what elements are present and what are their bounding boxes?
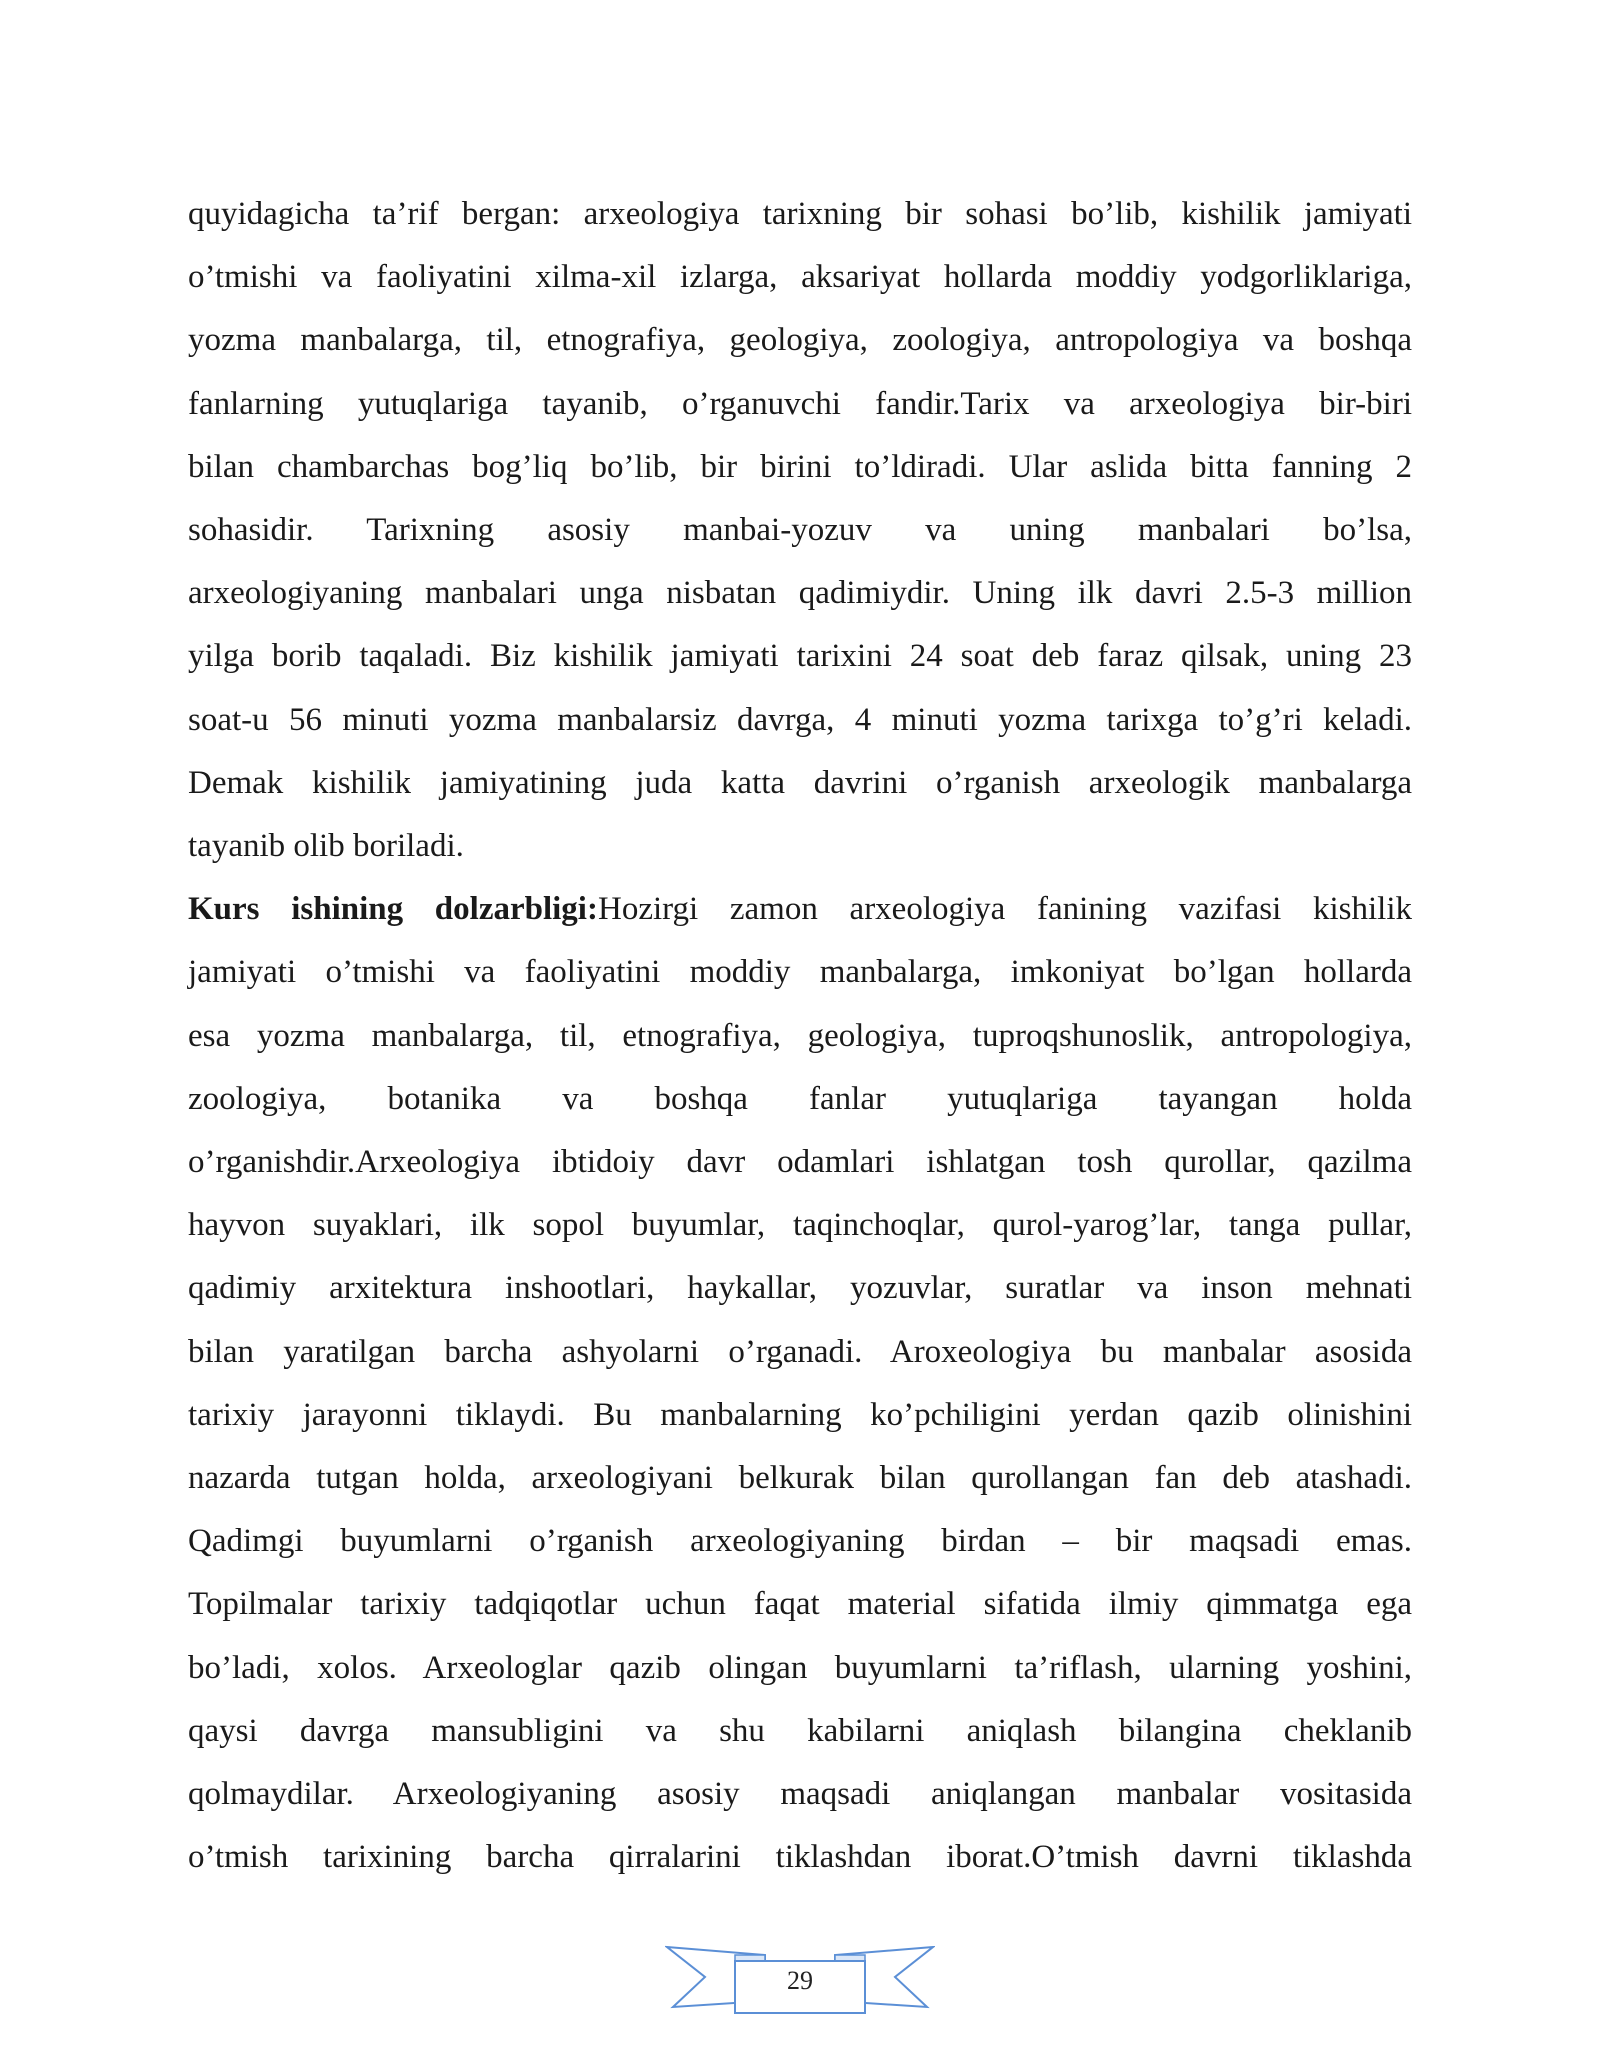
page-number: 29	[787, 1966, 813, 1995]
paragraph-line: arxeologiyaning manbalari unga nisbatan qadimiydir. Uning ilk davri 2.5-3 million	[188, 575, 1412, 612]
paragraph-line: bilan yaratilgan barcha ashyolarni o’rganadi. Aroxeologiya bu manbalar asosida	[188, 1333, 1412, 1370]
paragraph-line: Qadimgi buyumlarni o’rganish arxeologiyaning birdan – bir maqsadi emas.	[188, 1523, 1412, 1560]
paragraph-line: soat-u 56 minuti yozma manbalarsiz davrga, 4 minuti yozma tarixga to’g’ri keladi.	[188, 701, 1412, 738]
paragraph-line: yilga borib taqaladi. Biz kishilik jamiyati tarixini 24 soat deb faraz qilsak, uning 23	[188, 638, 1412, 675]
paragraph-line-with-heading	[188, 878, 1412, 941]
section-heading: Kurs ishining dolzarbligi:	[188, 891, 598, 928]
body-text	[188, 183, 1412, 1889]
paragraph-line: nazarda tutgan holda, arxeologiyani belkurak bilan qurollangan fan deb atashadi.	[188, 1460, 1412, 1497]
paragraph-line: zoologiya, botanika va boshqa fanlar yutuqlariga tayangan holda	[188, 1080, 1412, 1117]
paragraph-line: Hozirgi zamon arxeologiya fanining vazifasi kishilik	[597, 891, 1412, 928]
paragraph-line: bo’ladi, xolos. Arxeologlar qazib olingan buyumlarni ta’riflash, ularning yoshini,	[188, 1649, 1412, 1686]
paragraph-line: Topilmalar tarixiy tadqiqotlar uchun faqat material sifatida ilmiy qimmatga ega	[188, 1586, 1412, 1623]
paragraph-line: qolmaydilar. Arxeologiyaning asosiy maqsadi aniqlangan manbalar vositasida	[188, 1776, 1412, 1813]
paragraph-line: hayvon suyaklari, ilk sopol buyumlar, taqinchoqlar, qurol-yarog’lar, tanga pullar,	[188, 1207, 1412, 1244]
paragraph-line: tarixiy jarayonni tiklaydi. Bu manbalarning ko’pchiligini yerdan qazib olinishini	[188, 1396, 1412, 1433]
paragraph-line: qadimiy arxitektura inshootlari, haykallar, yozuvlar, suratlar va inson mehnati	[188, 1270, 1412, 1307]
paragraph-line: bilan chambarchas bog’liq bo’lib, bir birini to’ldiradi. Ular aslida bitta fanning 2	[188, 448, 1412, 485]
paragraph-line: fanlarning yutuqlariga tayanib, o’rganuvchi fandir.Tarix va arxeologiya bir-biri	[188, 385, 1412, 422]
paragraph-line: Demak kishilik jamiyatining juda katta davrini o’rganish arxeologik manbalarga	[188, 764, 1412, 801]
paragraph-line: qaysi davrga mansubligini va shu kabilarni aniqlash bilangina cheklanib	[188, 1712, 1412, 1749]
paragraph-line: o’tmish tarixining barcha qirralarini tiklashdan iborat.O’tmish davrni tiklashda	[188, 1839, 1412, 1876]
paragraph-line: esa yozma manbalarga, til, etnografiya, geologiya, tuproqshunoslik, antropologiya,	[188, 1017, 1412, 1054]
paragraph-line: jamiyati o’tmishi va faoliyatini moddiy manbalarga, imkoniyat bo’lgan hollarda	[188, 954, 1412, 991]
paragraph-line: tayanib olib boriladi.	[188, 828, 464, 865]
paragraph-line: yozma manbalarga, til, etnografiya, geologiya, zoologiya, antropologiya va boshqa	[188, 322, 1412, 359]
paragraph-line: o’tmishi va faoliyatini xilma-xil izlarga, aksariyat hollarda moddiy yodgorliklariga,	[188, 259, 1412, 296]
paragraph-line: sohasidir. Tarixning asosiy manbai-yozuv va uning manbalari bo’lsa,	[188, 512, 1412, 549]
paragraph-line: quyidagicha ta’rif bergan: arxeologiya tarixning bir sohasi bo’lib, kishilik jamiyati	[188, 196, 1412, 232]
paragraph-line: o’rganishdir.Arxeologiya ibtidoiy davr odamlari ishlatgan tosh qurollar, qazilma	[188, 1144, 1412, 1181]
